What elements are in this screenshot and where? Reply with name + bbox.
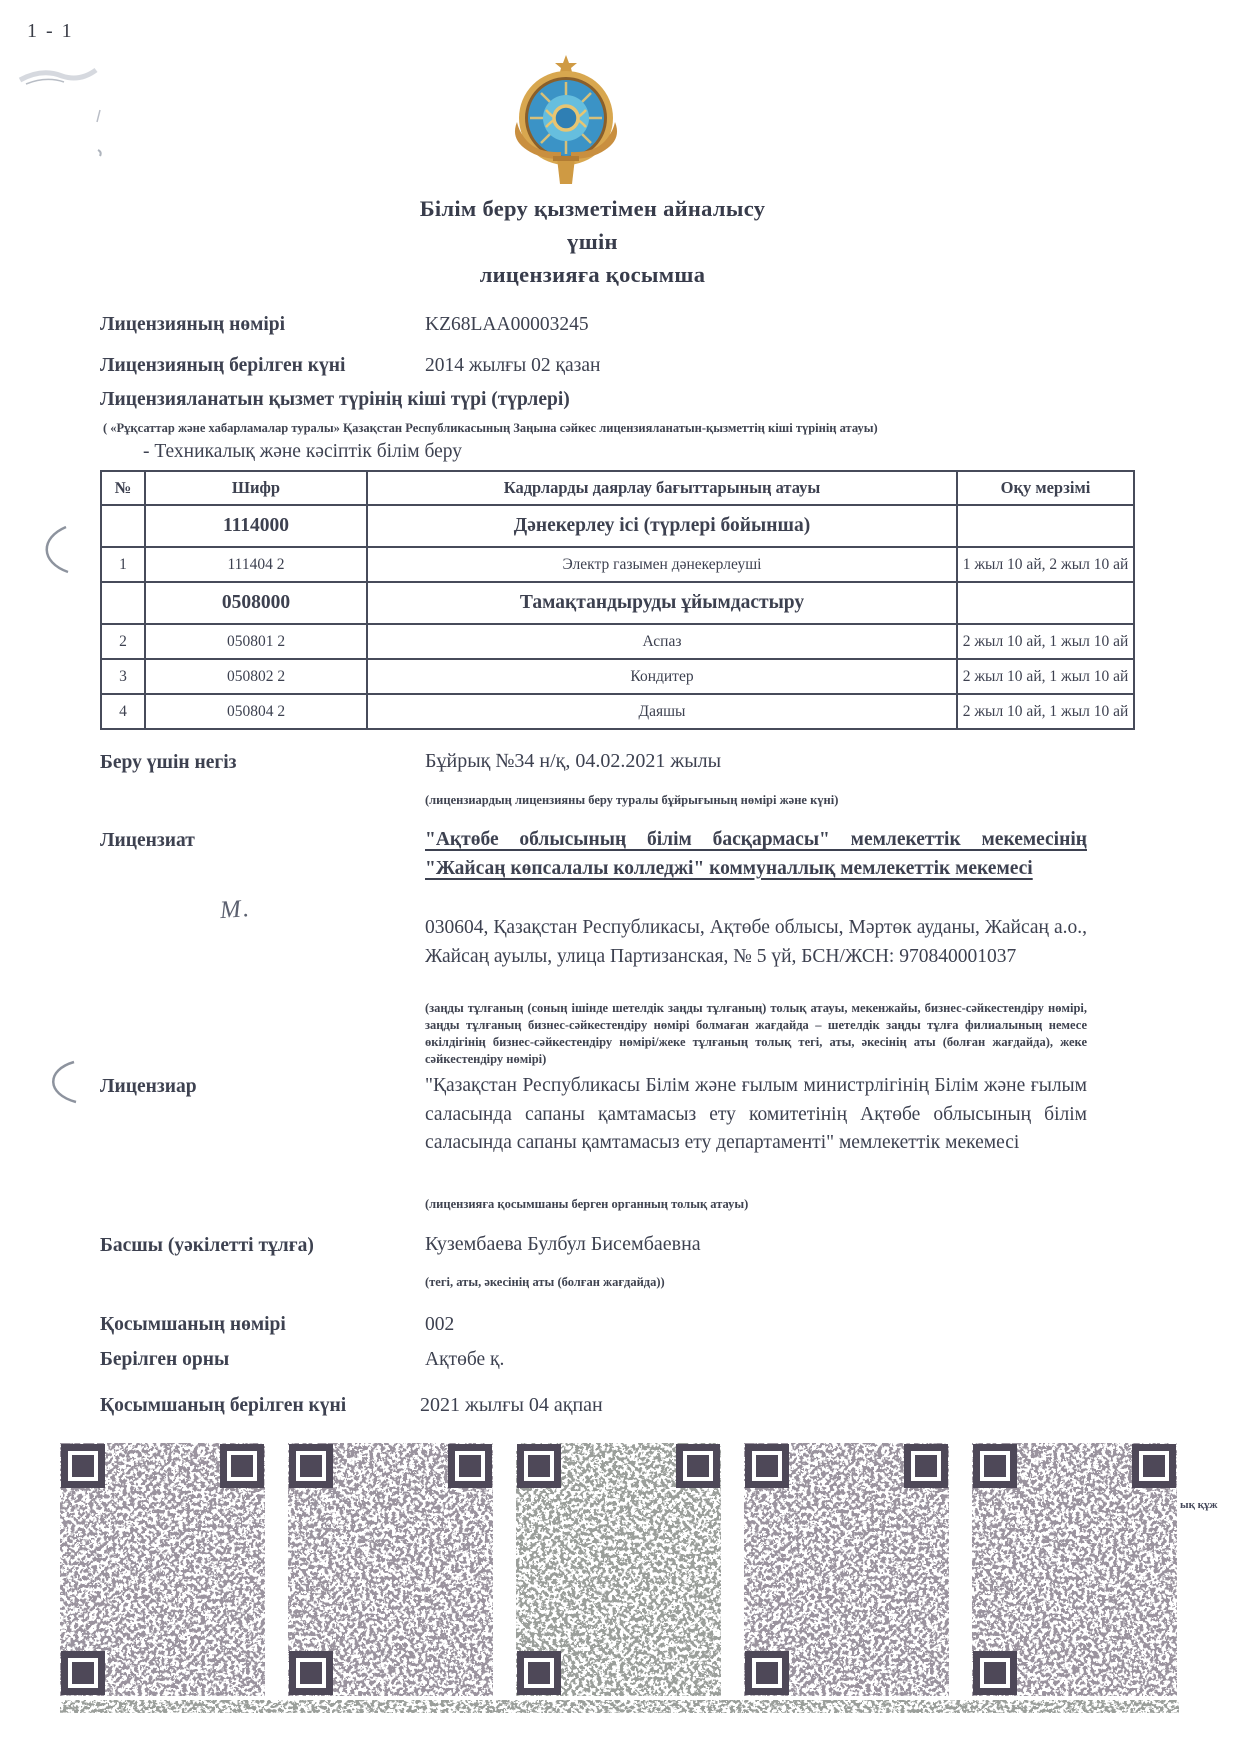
appendix-number-row: [100, 1314, 1135, 1336]
license-date-row: [100, 355, 1135, 377]
cell-num: 2: [101, 624, 145, 659]
licensee-label: Лицензиат: [100, 830, 195, 851]
title-line-3: лицензияға қосымша: [479, 262, 706, 287]
handwritten-mark: М.: [219, 894, 252, 925]
appendix-place-row: [100, 1349, 1135, 1371]
license-number-row: [100, 314, 1135, 336]
license-date-value: 2014 жылғы 02 қазан: [425, 355, 601, 376]
subtype-value: - Техникалық және кәсіптік білім беру: [143, 441, 463, 462]
appendix-date-value: 2021 жылғы 04 ақпан: [420, 1394, 603, 1416]
cell-code: 111404 2: [145, 547, 367, 582]
license-number-label: Лицензияның нөмірі: [100, 314, 286, 335]
cell-name: Дәнекерлеу ісі (түрлері бойынша): [367, 505, 957, 547]
cell-code: 050801 2: [145, 624, 367, 659]
cell-term: [957, 582, 1134, 624]
cell-term: 2 жыл 10 ай, 1 жыл 10 ай: [957, 624, 1134, 659]
appendix-number-value: 002: [425, 1314, 455, 1335]
licensor-note: (лицензияға қосымшаны берген органның толық атауы): [425, 1197, 749, 1211]
cell-name: Аспаз: [367, 624, 957, 659]
qr-code-3: [516, 1443, 721, 1696]
cell-num: 4: [101, 694, 145, 729]
qr-finder-icon: [289, 1651, 333, 1695]
qr-finder-icon: [676, 1444, 720, 1488]
document-title: [0, 192, 1185, 291]
licensee-note: (заңды тұлғаның (соның ішінде шетелдік заңды тұлғаның) толық атауы, мекенжайы, бизнес-сәйкестендіру нөмірі, заңды тұлғаның бизнес-сәйкестендіру нөмірі болмаған жағдайда – шетелдік заңды тұлға филиалының немесе өкілдігінің бизнес-сәйкестендіру нөмірі/жеке тұлғаның толық тегі, аты, әкесінің аты (болған жағдайда), жеке сәйкестендіру нөмірі): [425, 1001, 1087, 1066]
appendix-place-label: Берілген орны: [100, 1349, 230, 1370]
col-header-term: Оқу мерзімі: [957, 471, 1134, 505]
appendix-date-row: [100, 1394, 1135, 1417]
head-label: Басшы (уәкілетті тұлға): [100, 1235, 314, 1256]
qr-finder-icon: [745, 1444, 789, 1488]
table-row: [101, 659, 1134, 694]
qr-code-5: [972, 1443, 1177, 1696]
title-line-2: үшін: [567, 229, 618, 254]
cell-num: [101, 505, 145, 547]
head-value: Кузембаева Булбул Бисембаевна: [425, 1233, 701, 1255]
cell-term: 2 жыл 10 ай, 1 жыл 10 ай: [957, 659, 1134, 694]
basis-note: (лицензиардың лицензияны беру туралы бұйрығының нөмірі және күні): [425, 793, 839, 807]
qualifications-table: [100, 470, 1135, 730]
licensee-address: 030604, Қазақстан Республикасы, Ақтөбе облысы, Мәртөк ауданы, Жайсаң а.о., Жайсаң ауылы, улица Партизанская, № 5 үй, БСН/ЖСН: 970840001037: [425, 917, 1087, 967]
table-row: [101, 624, 1134, 659]
scan-artifact-arc-left-table: [36, 524, 72, 576]
qr-code-partial-row: [60, 1700, 1179, 1713]
qr-finder-icon: [517, 1444, 561, 1488]
scan-artifact-smudge: [12, 58, 122, 168]
qr-caption-fragment: ық құж: [1180, 1499, 1218, 1511]
title-line-1: Білім беру қызметімен айналысу: [419, 196, 766, 221]
table-group-row: [101, 582, 1134, 624]
table-header-row: [101, 471, 1134, 505]
appendix-place-value: Ақтөбе қ.: [425, 1349, 505, 1370]
table-row: [101, 694, 1134, 729]
appendix-number-label: Қосымшаның нөмірі: [100, 1314, 286, 1335]
cell-code: 050802 2: [145, 659, 367, 694]
cell-num: [101, 582, 145, 624]
qr-finder-icon: [61, 1444, 105, 1488]
qr-code-2: [288, 1443, 493, 1696]
cell-name: Тамақтандыруды ұйымдастыру: [367, 582, 957, 624]
license-number-value: KZ68LAA00003245: [425, 314, 589, 335]
subtype-note: ( «Рұқсаттар және хабарламалар туралы» Қазақстан Республикасының Заңына сәйкес лицензияланатын-қызметтің кіші түрінің атауы): [103, 421, 878, 435]
qr-finder-icon: [517, 1651, 561, 1695]
qr-finder-icon: [61, 1651, 105, 1695]
cell-term: [957, 505, 1134, 547]
table-group-row: [101, 505, 1134, 547]
col-header-num: №: [101, 471, 145, 505]
qr-finder-icon: [745, 1651, 789, 1695]
head-note: (тегі, аты, әкесінің аты (болған жағдайда)): [425, 1275, 665, 1289]
cell-code: 0508000: [145, 582, 367, 624]
cell-num: 3: [101, 659, 145, 694]
licensee-name: "Ақтөбе облысының білім басқармасы" мемлекеттік мекемесінің "Жайсаң көпсалалы колледжі" коммуналлық мемлекеттік мекемесі: [425, 829, 1087, 879]
qr-finder-icon: [1132, 1444, 1176, 1488]
qr-finder-icon: [289, 1444, 333, 1488]
cell-code: 050804 2: [145, 694, 367, 729]
subtype-label: Лицензияланатын қызмет түрінің кіші түрі (түрлері): [100, 389, 570, 410]
cell-code: 1114000: [145, 505, 367, 547]
cell-name: Электр газымен дәнекерлеуші: [367, 547, 957, 582]
qr-finder-icon: [973, 1651, 1017, 1695]
table-row: [101, 547, 1134, 582]
appendix-date-label: Қосымшаның берілген күні: [100, 1395, 347, 1416]
cell-num: 1: [101, 547, 145, 582]
cell-name: Даяшы: [367, 694, 957, 729]
licensor-name: "Қазақстан Республикасы Білім және ғылым министрлігінің Білім және ғылым саласында сапаны қамтамасыз ету комитетінің Ақтөбе облысының білім саласында сапаны қамтамасыз ету департаменті" мемлекеттік мекемесі: [425, 1075, 1087, 1153]
qr-code-4: [744, 1443, 949, 1696]
basis-value: Бұйрық №34 н/қ, 04.02.2021 жылы: [425, 750, 722, 772]
col-header-code: Шифр: [145, 471, 367, 505]
qr-finder-icon: [448, 1444, 492, 1488]
license-date-label: Лицензияның берілген күні: [100, 355, 346, 376]
qr-finder-icon: [220, 1444, 264, 1488]
col-header-name: Кадрларды даярлау бағыттарының атауы: [367, 471, 957, 505]
cell-name: Кондитер: [367, 659, 957, 694]
scan-artifact-arc-left-licensor: [40, 1060, 80, 1106]
cell-term: 2 жыл 10 ай, 1 жыл 10 ай: [957, 694, 1134, 729]
qr-code-1: [60, 1443, 265, 1696]
qr-finder-icon: [973, 1444, 1017, 1488]
qr-finder-icon: [904, 1444, 948, 1488]
licensor-label: Лицензиар: [100, 1076, 197, 1097]
basis-label: Беру үшін негіз: [100, 752, 237, 773]
kazakhstan-emblem-icon: [505, 54, 627, 188]
cell-term: 1 жыл 10 ай, 2 жыл 10 ай: [957, 547, 1134, 582]
page-marker: 1 - 1: [27, 20, 74, 42]
